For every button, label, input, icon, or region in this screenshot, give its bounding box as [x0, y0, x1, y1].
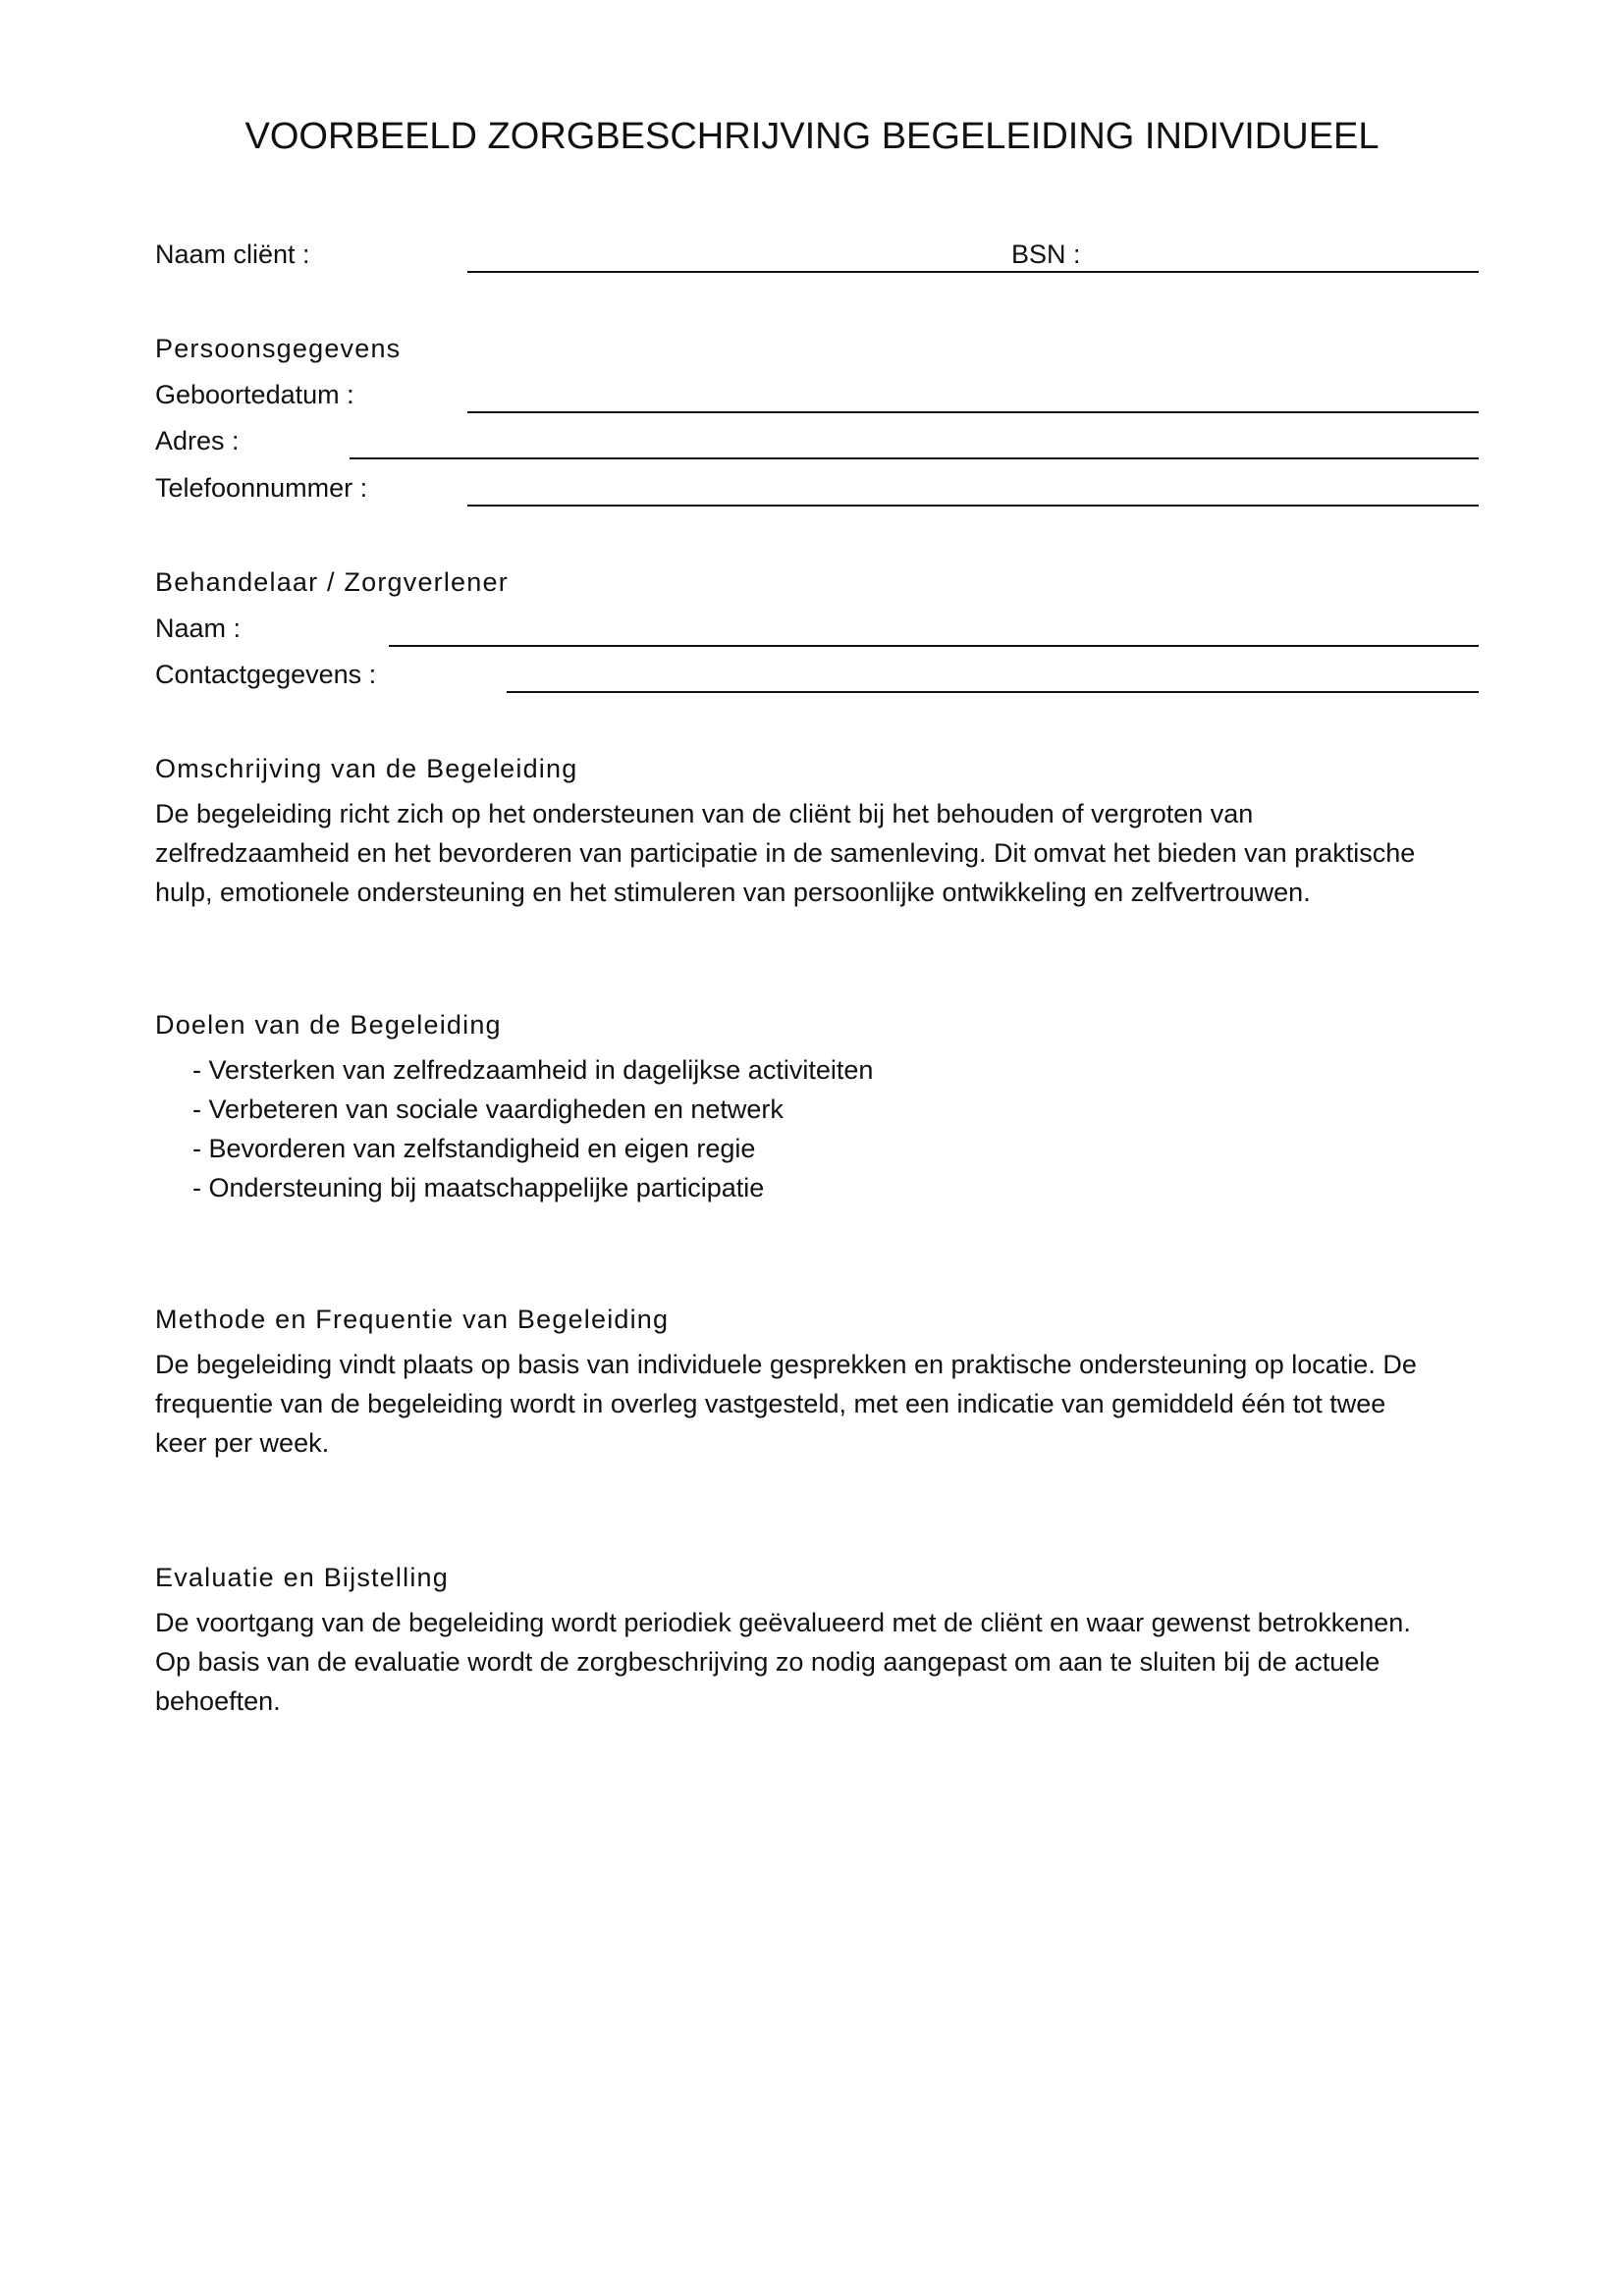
description-line: zelfredzaamheid en het bevorderen van participatie in de samenleving. Dit omvat het bieden van praktische	[155, 838, 1416, 868]
birthdate-field[interactable]	[467, 411, 1479, 413]
goal-item: - Verbeteren van sociale vaardigheden en netwerk	[192, 1095, 784, 1124]
method-line: frequentie van de begeleiding wordt in overleg vastgesteld, met een indicatie van gemiddeld één tot twee	[155, 1389, 1386, 1418]
bsn-label: BSN :	[1011, 240, 1081, 269]
phone-label: Telefoonnummer :	[155, 473, 368, 503]
goals-heading: Doelen van de Begeleiding	[155, 1010, 502, 1040]
method-paragraph	[155, 1345, 1490, 1463]
goal-item: - Ondersteuning bij maatschappelijke participatie	[192, 1173, 765, 1202]
address-field[interactable]	[350, 457, 1479, 459]
evaluation-line: behoeften.	[155, 1686, 281, 1716]
page-title: VOORBEELD ZORGBESCHRIJVING BEGELEIDING INDIVIDUEEL	[244, 116, 1380, 157]
method-line: De begeleiding vindt plaats op basis van individuele gesprekken en praktische ondersteuning op locatie. De	[155, 1350, 1417, 1379]
evaluation-paragraph	[155, 1603, 1490, 1721]
goal-item: - Bevorderen van zelfstandigheid en eigen regie	[192, 1134, 756, 1163]
evaluation-line: De voortgang van de begeleiding wordt periodiek geëvalueerd met de cliënt en waar gewenst betrokkenen.	[155, 1608, 1411, 1637]
client-name-field[interactable]	[467, 271, 1479, 273]
method-line: keer per week.	[155, 1428, 330, 1458]
address-label: Adres :	[155, 426, 240, 455]
description-line: De begeleiding richt zich op het ondersteunen van de cliënt bij het behouden of vergroten van	[155, 799, 1254, 828]
birthdate-label: Geboortedatum :	[155, 380, 354, 409]
description-line: hulp, emotionele ondersteuning en het stimuleren van persoonlijke ontwikkeling en zelfvertrouwen.	[155, 878, 1311, 907]
client-name-label: Naam cliënt :	[155, 240, 310, 269]
contact-label: Contactgegevens :	[155, 660, 377, 689]
goal-item: - Versterken van zelfredzaamheid in dagelijkse activiteiten	[192, 1055, 874, 1085]
provider-name-field[interactable]	[389, 645, 1479, 647]
method-heading: Methode en Frequentie van Begeleiding	[155, 1305, 670, 1334]
contact-field[interactable]	[507, 691, 1479, 693]
provider-heading: Behandelaar / Zorgverlener	[155, 567, 509, 597]
description-heading: Omschrijving van de Begeleiding	[155, 754, 578, 783]
personal-data-heading: Persoonsgegevens	[155, 334, 402, 363]
description-paragraph	[155, 794, 1490, 912]
evaluation-line: Op basis van de evaluatie wordt de zorgbeschrijving zo nodig aangepast om aan te sluiten bij de actuele	[155, 1647, 1380, 1677]
phone-field[interactable]	[467, 505, 1479, 507]
provider-name-label: Naam :	[155, 614, 242, 643]
goals-list	[192, 1050, 873, 1207]
evaluation-heading: Evaluatie en Bijstelling	[155, 1563, 449, 1592]
